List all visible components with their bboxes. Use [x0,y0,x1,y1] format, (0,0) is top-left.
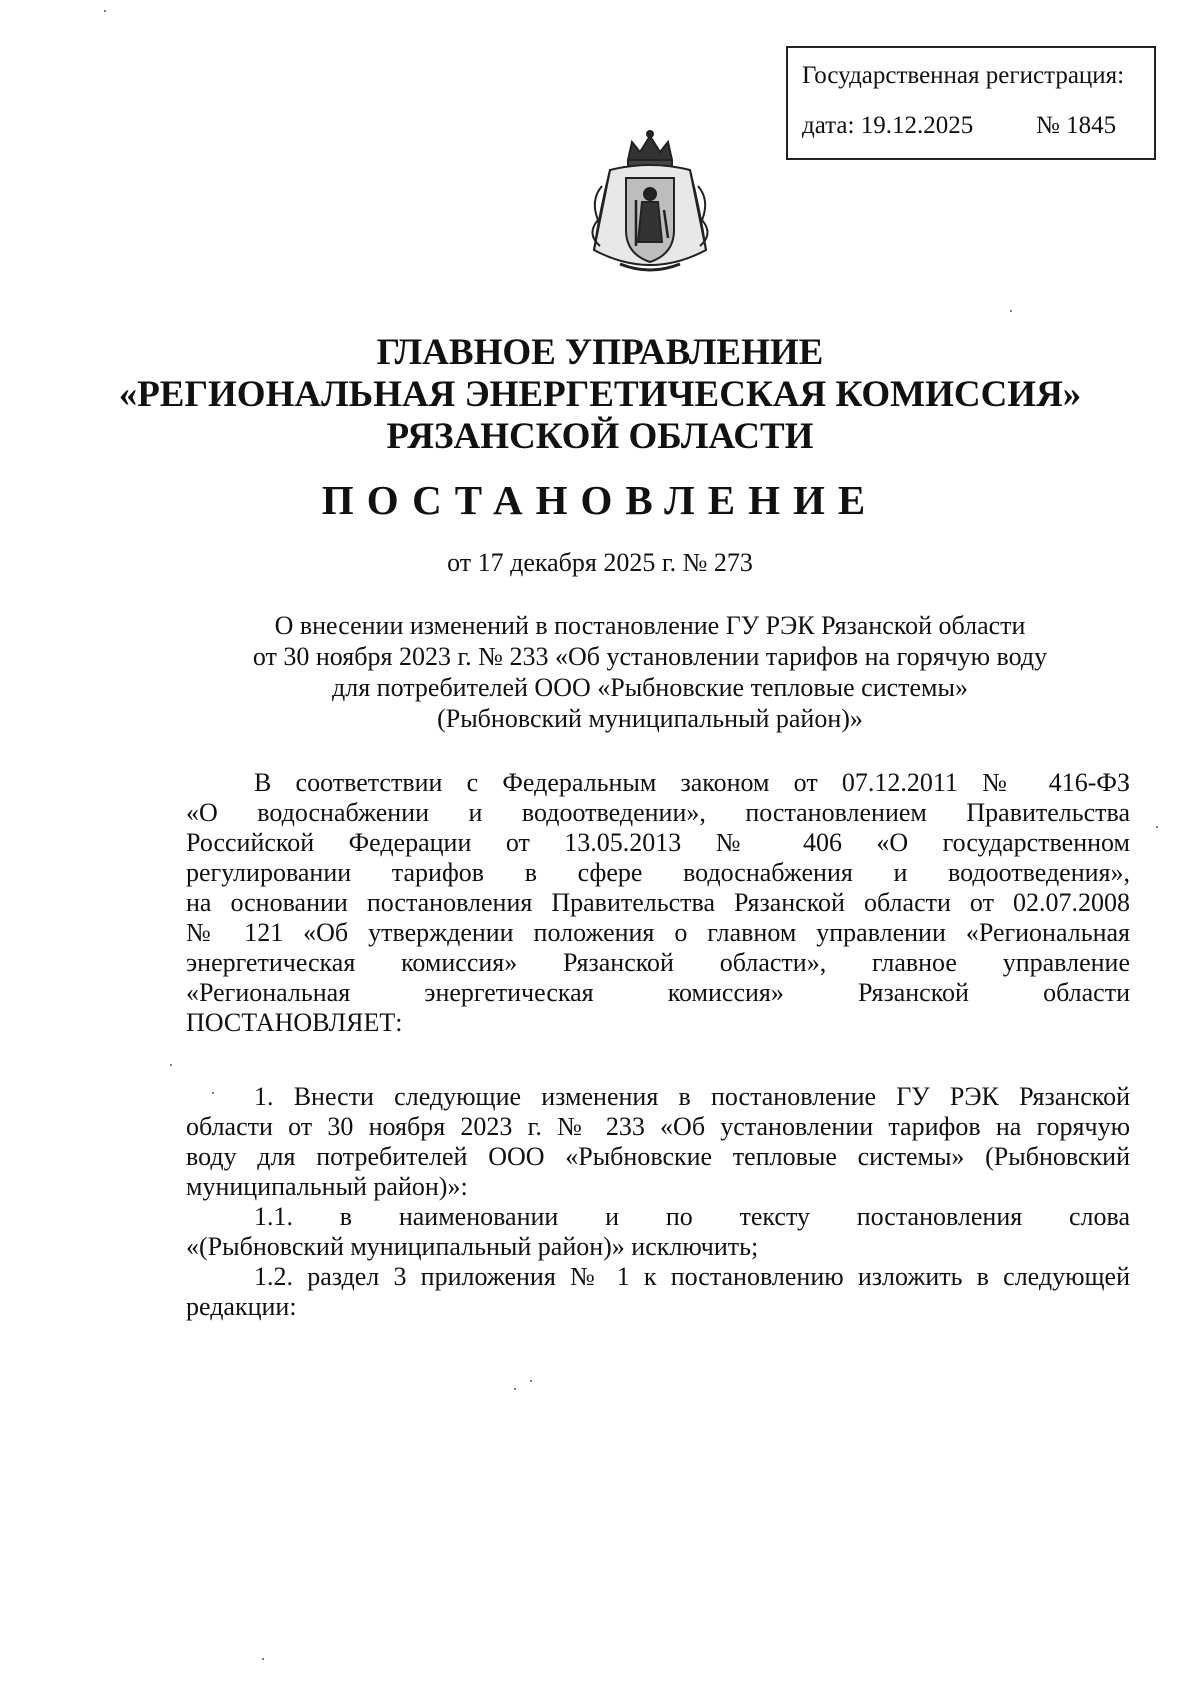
item-1-2-line: 1.2. раздел 3 приложения № 1 к постановлению изложить в следующей [254,1262,1130,1291]
item-1-line: области от 30 ноября 2023 г. № 233 «Об установлении тарифов на горячую [186,1112,1130,1141]
item-1-2-line: редакции: [186,1292,297,1321]
item-1-1-line: «(Рыбновский муниципальный район)» исключить; [186,1232,759,1261]
registration-number: № 1845 [1036,112,1117,139]
registration-date: дата: 19.12.2025 [802,112,974,139]
item-1-1-paragraph [186,1202,1130,1262]
scan-speck [104,10,106,12]
scan-speck [1010,310,1012,312]
subject-line: для потребителей ООО «Рыбновские тепловые системы» [332,673,968,702]
registration-stamp [786,46,1156,160]
ryazan-coat-of-arms-icon [580,130,720,280]
preamble-line: В соответствии с Федеральным законом от 07.12.2011 № 416-ФЗ [254,768,1130,797]
organization-line-2: «РЕГИОНАЛЬНАЯ ЭНЕРГЕТИЧЕСКАЯ КОМИССИЯ» [118,374,1082,415]
item-1-2-paragraph [186,1262,1130,1322]
item-1-line: воду для потребителей ООО «Рыбновские тепловые системы» (Рыбновский [186,1142,1130,1171]
scan-speck [514,1388,516,1390]
document-date-number: от 17 декабря 2025 г. № 273 [447,548,753,577]
scan-speck [262,1658,264,1660]
organization-line-1: ГЛАВНОЕ УПРАВЛЕНИЕ [376,332,824,373]
preamble-line: «О водоснабжении и водоотведении», постановлением Правительства [186,798,1130,827]
registration-title: Государственная регистрация: [802,62,1125,89]
subject-line: О внесении изменений в постановление ГУ РЭК Рязанской области [274,611,1026,640]
subject-line: от 30 ноября 2023 г. № 233 «Об установлении тарифов на горячую воду [252,642,1048,671]
scan-speck [212,1092,214,1094]
preamble-line: Российской Федерации от 13.05.2013 № 406 «О государственном [186,828,1130,857]
item-1-1-line: 1.1. в наименовании и по тексту постановления слова [254,1202,1130,1231]
scan-speck [1156,826,1158,828]
item-1-paragraph [186,1082,1130,1202]
preamble-line: № 121 «Об утверждении положения о главном управлении «Региональная [186,918,1130,947]
document-type: ПОСТАНОВЛЕНИЕ [321,477,879,523]
item-1-line: 1. Внести следующие изменения в постановление ГУ РЭК Рязанской [254,1082,1130,1111]
document-subject [150,610,1150,734]
organization-line-3: РЯЗАНСКОЙ ОБЛАСТИ [386,416,814,457]
preamble-line: регулировании тарифов в сфере водоснабжения и водоотведения», [186,858,1130,887]
preamble-line: энергетическая комиссия» Рязанской области», главное управление [186,948,1130,977]
item-1-line: муниципальный район)»: [186,1172,468,1201]
organization-title [0,332,1200,458]
preamble-line: «Региональная энергетическая комиссия» Рязанской области [186,978,1130,1007]
preamble-line: на основании постановления Правительства Рязанской области от 02.07.2008 [186,888,1130,917]
subject-line: (Рыбновский муниципальный район)» [437,704,863,733]
preamble-paragraph [186,768,1130,1038]
scan-speck [530,1380,532,1382]
scan-speck [170,1064,172,1066]
preamble-line-decree: ПОСТАНОВЛЯЕТ: [186,1008,403,1037]
